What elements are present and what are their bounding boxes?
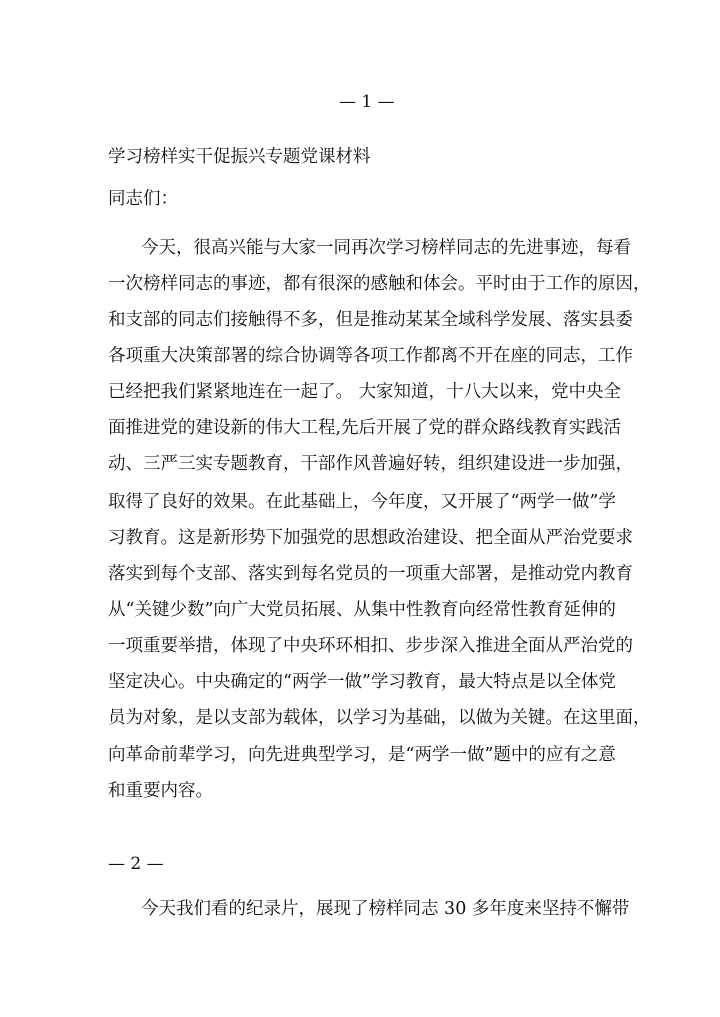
paragraph-line: 今天我们看的纪录片，展现了榜样同志 30 多年度来坚持不懈带	[141, 899, 630, 919]
paragraph-line: 已经把我们紧紧地连在一起了。 大家知道，十八大以来，党中央全	[108, 382, 622, 402]
paragraph-line: 从“关键少数”向广大党员拓展、从集中性教育向经常性教育延伸的	[108, 600, 616, 620]
page-number: — 2 —	[108, 854, 164, 874]
paragraph-line: 动、三严三实专题教育，干部作风普遍好转，组织建设进一步加强，	[108, 454, 633, 474]
paragraph-line: 和重要内容。	[108, 781, 213, 801]
paragraph-line: 员为对象，是以支部为载体，以学习为基础，以做为关键。在这里面，	[108, 708, 651, 728]
salutation: 同志们：	[108, 189, 178, 209]
paragraph-line: 一次榜样同志的事迹，都有很深的感触和体会。平时由于工作的原因，	[108, 274, 651, 294]
paragraph-line: 落实到每个支部、落实到每名党员的一项重大部署，是推动党内教育	[108, 564, 633, 584]
document-title: 学习榜样实干促振兴专题党课材料	[108, 147, 371, 167]
paragraph-line: 面推进党的建设新的伟大工程,先后开展了党的群众路线教育实践活	[108, 418, 622, 438]
paragraph-line: 和支部的同志们接触得不多，但是推动某某全域科学发展、落实县委	[108, 310, 633, 330]
page-number: — 1 —	[339, 92, 395, 112]
paragraph-line: 向革命前辈学习，向先进典型学习，是“两学一做”题中的应有之意	[108, 745, 616, 765]
paragraph-line: 今天，很高兴能与大家一同再次学习榜样同志的先进事迹，每看	[141, 238, 631, 258]
paragraph-line: 习教育。这是新形势下加强党的思想政治建设、把全面从严治党要求	[108, 528, 633, 548]
paragraph-line: 一项重要举措，体现了中央环环相扣、步步深入推进全面从严治党的	[108, 636, 633, 656]
paragraph-line: 各项重大决策部署的综合协调等各项工作都离不开在座的同志，工作	[108, 346, 633, 366]
paragraph-line: 取得了良好的效果。在此基础上，今年度，又开展了“两学一做”学	[108, 492, 616, 512]
paragraph-line: 坚定决心。中央确定的“两学一做”学习教育，最大特点是以全体党	[108, 672, 616, 692]
